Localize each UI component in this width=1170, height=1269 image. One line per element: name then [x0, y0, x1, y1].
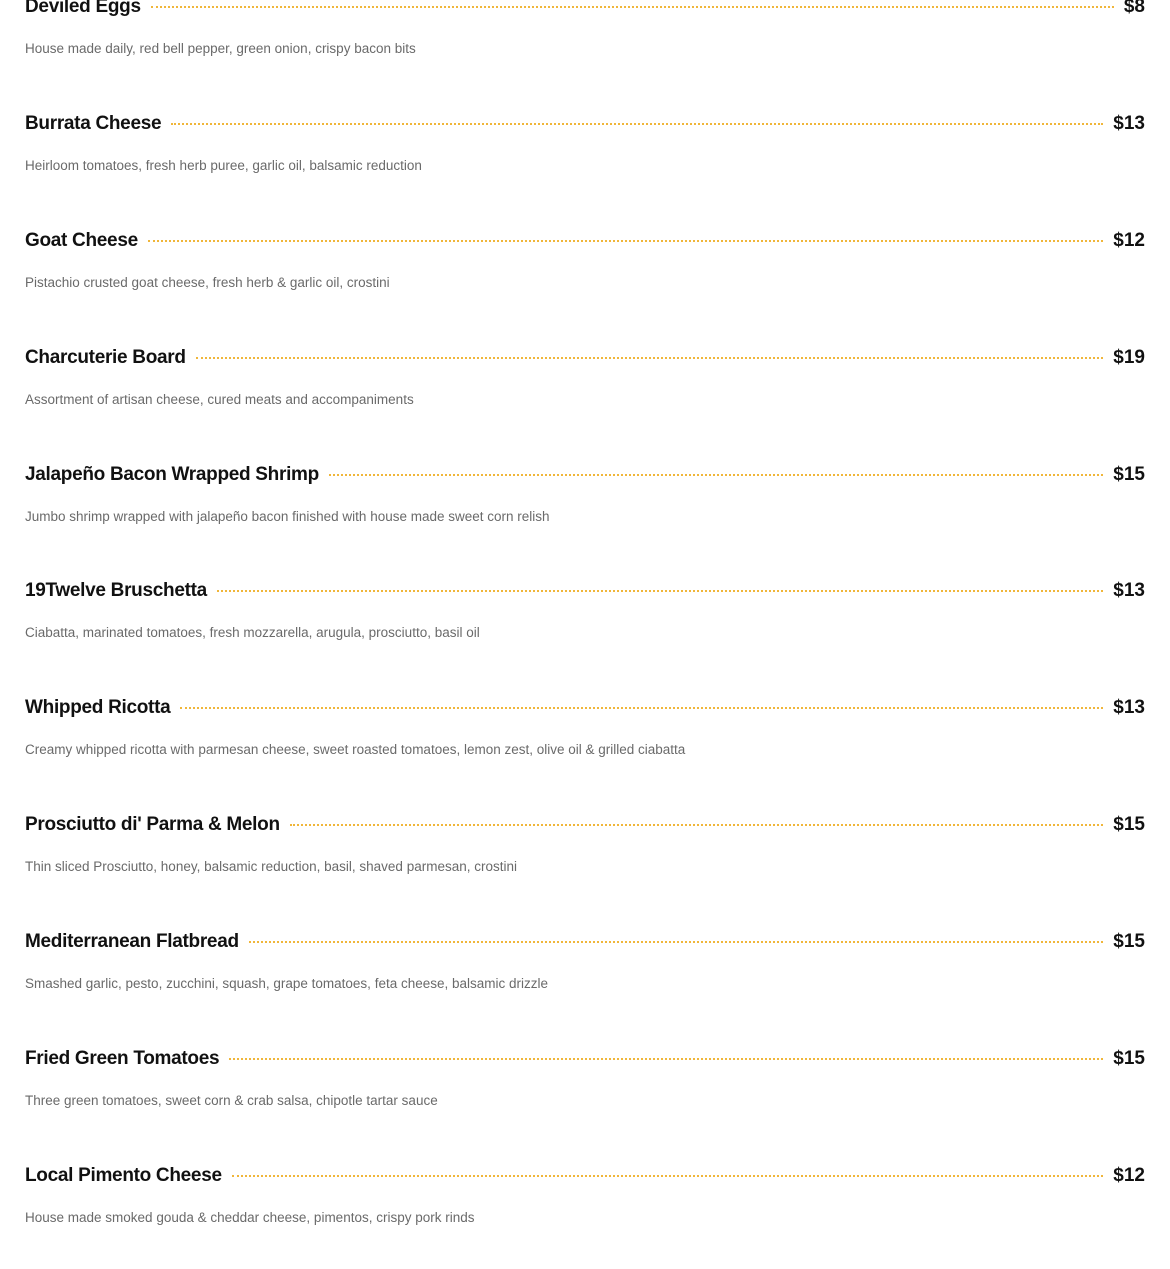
menu-item-description: Ciabatta, marinated tomatoes, fresh mozzarella, arugula, prosciutto, basil oil — [25, 625, 480, 641]
menu-item-price: $15 — [1113, 1048, 1145, 1070]
menu-item-description: Thin sliced Prosciutto, honey, balsamic reduction, basil, shaved parmesan, crostini — [25, 859, 517, 875]
menu-item-name: Prosciutto di' Parma & Melon — [25, 814, 280, 836]
menu-item-name: Local Pimento Cheese — [25, 1164, 222, 1186]
menu-item-name: Deviled Eggs — [25, 0, 141, 17]
menu-item-description: Three green tomatoes, sweet corn & crab salsa, chipotle tartar sauce — [25, 1093, 438, 1109]
menu-item — [25, 229, 1145, 334]
menu-item — [25, 346, 1145, 451]
menu-list — [25, 0, 1145, 1269]
menu-item-price: $12 — [1113, 229, 1145, 251]
leader-dots — [329, 474, 1103, 476]
leader-dots — [171, 123, 1103, 125]
leader-dots — [217, 590, 1103, 592]
menu-item — [25, 696, 1145, 801]
menu-item-header — [25, 1047, 1145, 1071]
menu-item-price: $13 — [1113, 112, 1145, 134]
menu-item-description: Assortment of artisan cheese, cured meats and accompaniments — [25, 391, 414, 407]
menu-item-name: Whipped Ricotta — [25, 697, 171, 719]
menu-item-name: 19Twelve Bruschetta — [25, 580, 207, 602]
menu-item — [25, 463, 1145, 568]
menu-item-price: $15 — [1113, 931, 1145, 953]
menu-item-description: House made smoked gouda & cheddar cheese, pimentos, crispy pork rinds — [25, 1209, 475, 1225]
menu-item-price: $13 — [1113, 697, 1145, 719]
menu-item — [25, 930, 1145, 1035]
leader-dots — [196, 357, 1104, 359]
menu-item — [25, 1047, 1145, 1152]
leader-dots — [180, 707, 1103, 709]
menu-item-header — [25, 0, 1145, 19]
menu-item-name: Burrata Cheese — [25, 112, 162, 134]
menu-item — [25, 112, 1145, 217]
menu-item-name: Jalapeño Bacon Wrapped Shrimp — [25, 463, 319, 485]
menu-item-name: Charcuterie Board — [25, 346, 186, 368]
menu-item-name: Fried Green Tomatoes — [25, 1048, 220, 1070]
menu-item-header — [25, 1164, 1145, 1188]
menu-item-description: Creamy whipped ricotta with parmesan cheese, sweet roasted tomatoes, lemon zest, olive oil & grilled ciabatta — [25, 742, 686, 758]
menu-item — [25, 0, 1145, 100]
menu-item — [25, 1164, 1145, 1269]
menu-item-header — [25, 346, 1145, 370]
menu-item-price: $15 — [1113, 463, 1145, 485]
leader-dots — [229, 1058, 1103, 1060]
menu-item-header — [25, 696, 1145, 720]
menu-item-name: Mediterranean Flatbread — [25, 931, 239, 953]
menu-item-header — [25, 463, 1145, 487]
menu-item-description: House made daily, red bell pepper, green onion, crispy bacon bits — [25, 41, 416, 56]
menu-item-price: $12 — [1113, 1164, 1145, 1186]
menu-item-header — [25, 813, 1145, 837]
menu-item-price: $15 — [1113, 814, 1145, 836]
menu-item-price: $8 — [1123, 0, 1145, 17]
menu-item-header — [25, 229, 1145, 253]
menu-item-name: Goat Cheese — [25, 229, 138, 251]
menu-item-description: Jumbo shrimp wrapped with jalapeño bacon finished with house made sweet corn relish — [25, 508, 550, 524]
leader-dots — [151, 6, 1114, 8]
leader-dots — [148, 240, 1103, 242]
menu-item-price: $19 — [1113, 346, 1145, 368]
leader-dots — [249, 941, 1104, 943]
menu-item-description: Smashed garlic, pesto, zucchini, squash, grape tomatoes, feta cheese, balsamic drizzle — [25, 976, 549, 992]
menu-item-header — [25, 112, 1145, 136]
menu-item-header — [25, 579, 1145, 603]
menu-item — [25, 813, 1145, 918]
menu-item-price: $13 — [1113, 580, 1145, 602]
menu-item — [25, 579, 1145, 684]
leader-dots — [290, 824, 1104, 826]
menu-item-description: Heirloom tomatoes, fresh herb puree, garlic oil, balsamic reduction — [25, 157, 422, 173]
menu-item-header — [25, 930, 1145, 954]
leader-dots — [232, 1175, 1104, 1177]
menu-item-description: Pistachio crusted goat cheese, fresh herb & garlic oil, crostini — [25, 274, 390, 290]
